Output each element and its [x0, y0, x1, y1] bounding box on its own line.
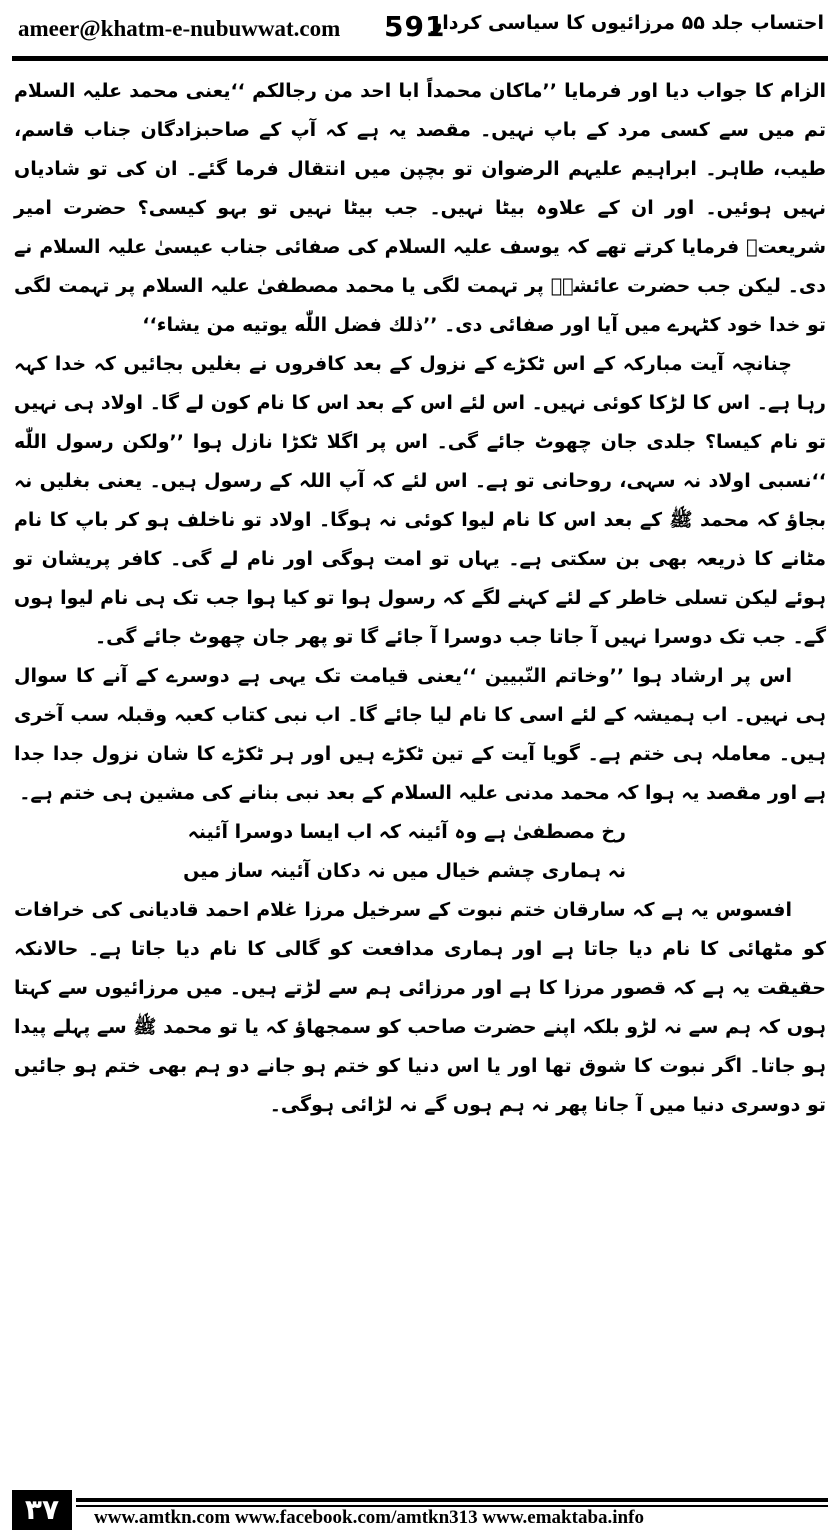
footer-page-number: ۳۷ [12, 1490, 72, 1530]
paragraph-1: الزام کا جواب دیا اور فرمایا ’’ماکان محمداً ابا احد من رجالکم ‘‘یعنی محمد علیہ السلام تم میں سے کسی مرد کے باپ نہیں۔ مقصد یہ ہے کہ آپ کے صاحبزادگان جناب قاسم، طیب، طاہر۔ ابراہیم علیہم الرضوان تو بچپن میں انتقال فرما گئے۔ ان کی تو شادیاں نہیں ہوئیں۔ اور ان کے علاوہ بیٹا نہیں۔ جب بیٹا نہیں تو بہو کیسی؟ حضرت امیر شریعتؒ فرمایا کرتے تھے کہ یوسف علیہ السلام کی صفائی جناب عیسیٰ علیہ السلام نے دی۔ لیکن جب حضرت عائشہؓ پر تہمت لگی یا محمد مصطفیٰ علیہ السلام پر تہمت لگی تو خدا خود کٹہرے میں آیا اور صفائی دی۔ ’’ذلك فضل اللّٰه یوتیه من یشاء‘‘ [14, 80, 826, 336]
header-page-number: 591 [384, 10, 446, 43]
page-footer [12, 1494, 828, 1534]
closing-paragraph: افسوس یہ ہے کہ سارقان ختم نبوت کے سرخیل مرزا غلام احمد قادیانی کی خرافات کو مٹھائی کا نام دیا جاتا ہے اور ہماری مدافعت کو گالی کا نام دیا جاتا ہے۔ حالانکہ حقیقت یہ ہے کہ قصور مرزا کا ہے اور مرزائی ہم سے لڑتے ہیں۔ میں مرزائیوں سے کہتا ہوں کہ ہم سے نہ لڑو بلکہ اپنے حضرت صاحب کو سمجھاؤ کہ یا تو محمد ﷺ سے پہلے پیدا ہو جاتا۔ اگر نبوت کا شوق تھا اور یا اس دنیا کو ختم ہو جانے دو ہم بھی ختم ہو جائیں تو دوسری دنیا میں آ جانا پھر نہ ہم ہوں گے نہ لڑائی ہوگی۔ [14, 899, 826, 1116]
page-body [14, 72, 826, 1474]
poem-line-1: رخ مصطفیٰ ہے وہ آئینہ کہ اب ایسا دوسرا آئینہ [187, 821, 626, 843]
footer-urls: www.amtkn.com www.facebook.com/amtkn313 www.emaktaba.info [94, 1507, 644, 1528]
page-header [12, 6, 828, 52]
paragraph-3: اس پر ارشاد ہوا ’’وخاتم النّبیین ‘‘یعنی قیامت تک یہی ہے دوسرے کے آنے کا سوال ہی نہیں۔ اب ہمیشہ کے لئے اسی کا نام لیا جائے گا۔ اب نبی کتاب کعبہ وقبلہ سب آخری ہیں۔ معاملہ ہی ختم ہے۔ گویا آیت کے تین ٹکڑے ہیں اور ہر ٹکڑے کا شان نزول جدا جدا ہے اور مقصد یہ ہوا کہ محمد مدنی علیہ السلام کے بعد نبی بنانے کی مشین ہی ختم ہے۔ [14, 665, 826, 804]
header-email: ameer@khatm-e-nubuwwat.com [18, 16, 341, 41]
footer-rule-thick [76, 1498, 828, 1502]
poem-line-2: نہ ہماری چشم خیال میں نہ دکان آئینہ ساز میں [183, 860, 626, 882]
header-title: احتساب جلد ۵۵ مرزائیوں کا سیاسی کردار [431, 12, 824, 34]
paragraph-2: چنانچہ آیت مبارکہ کے اس ٹکڑے کے نزول کے بعد کافروں نے بغلیں بجائیں کہ خدا کہہ رہا ہے۔ اس کا لڑکا کوئی نہیں۔ اس لئے اس کے بعد اس کا نام کون لے گا۔ اولاد ہی نہیں تو نام کیسا؟ جلدی جان چھوٹ جائے گی۔ اس پر اگلا ٹکڑا نازل ہوا ’’ولکن رسول اللّٰه ‘‘نسبی اولاد نہ سہی، روحانی تو ہے۔ اس لئے کہ آپ اللہ کے رسول ہیں۔ یعنی بغلیں نہ بجاؤ کہ محمد ﷺ کے بعد اس کا نام لیوا کوئی نہ ہوگا۔ اولاد تو ناخلف ہو کر باپ کا نام مٹانے کا ذریعہ بھی بن سکتی ہے۔ یہاں تو امت ہوگی اور نام لے گی۔ کافر پریشان تو ہوئے لیکن تسلی خاطر کے لئے کہنے لگے کہ رسول ہوا تو کیا ہوا جب تک ہی نام لیوا ہوں گے۔ جب تک دوسرا نہیں آ جاتا جب دوسرا آ جائے گا تو پھر جان چھوٹ جائے گی۔ [14, 353, 826, 648]
header-rule [12, 56, 828, 61]
poem-couplet [14, 813, 826, 891]
